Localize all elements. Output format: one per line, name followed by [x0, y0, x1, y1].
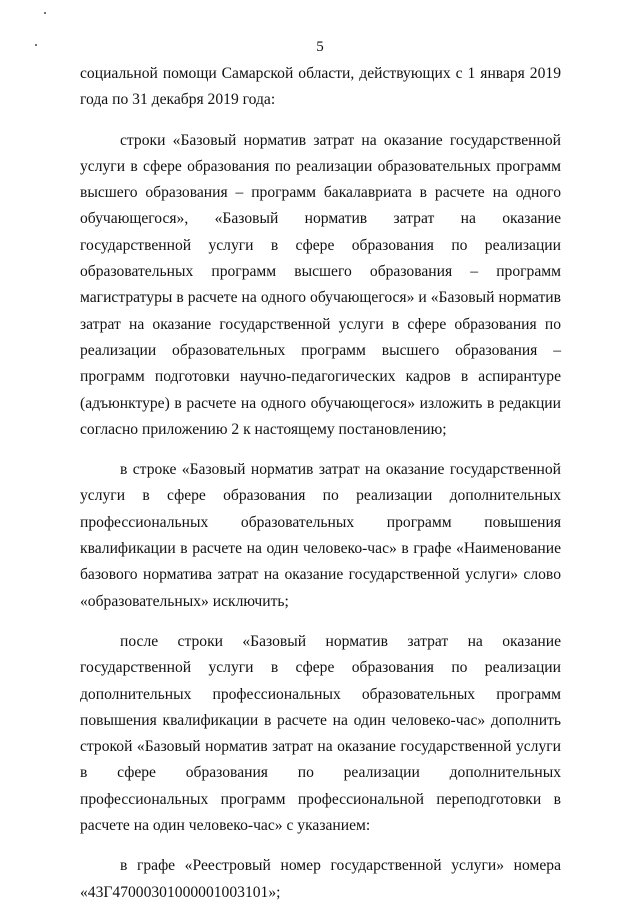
page-number: 5	[316, 39, 324, 55]
paragraph-word-removal: в строке «Базовый норматив затрат на оказание государственной услуги в сфере образования по реализации дополнительных профессиональных образовательных программ повышения квалификации в расчете на один человеко-час» в графе «Наименование базового норматива затрат на оказание государственной услуги» слово «образовательных» исключить;	[80, 461, 561, 610]
paragraph-row-addition: после строки «Базовый норматив затрат на оказание государственной услуги в сфере образования по реализации дополнительных профессиональных образовательных программ повышения квалификации в расчете на один человеко-час» дополнить строкой «Базовый норматив затрат на оказание государственной услуги в сфере образования по реализации дополнительных профессиональных программ профессиональной переподготовки в расчете на один человеко-час» с указанием:	[80, 632, 561, 835]
scan-speck	[44, 12, 46, 14]
paragraph-intro: социальной помощи Самарской области, действующих с 1 января 2019 года по 31 декабря 2019 года:	[80, 65, 561, 109]
paragraph-rows-replacement: строки «Базовый норматив затрат на оказание государственной услуги в сфере образования по реализации образовательных программ высшего образования – программ бакалавриата в расчете на одного обучающегося», «Базовый норматив затрат на оказание государственной услуги в сфере образования по реализации образовательных программ высшего образования – программ магистратуры в расчете на одного обучающегося» и «Базовый норматив затрат на оказание государственной услуги в сфере образования по реализации образовательных программ высшего образования – программ подготовки научно-педагогических кадров в аспирантуре (адъюнктуре) в расчете на одного обучающегося» изложить в редакции согласно приложению 2 к настоящему постановлению;	[80, 131, 561, 438]
document-body	[80, 61, 561, 920]
paragraph-registry-number: в графе «Реестровый номер государственной услуги» номера «43Г47000301000001003101»;	[80, 857, 561, 901]
